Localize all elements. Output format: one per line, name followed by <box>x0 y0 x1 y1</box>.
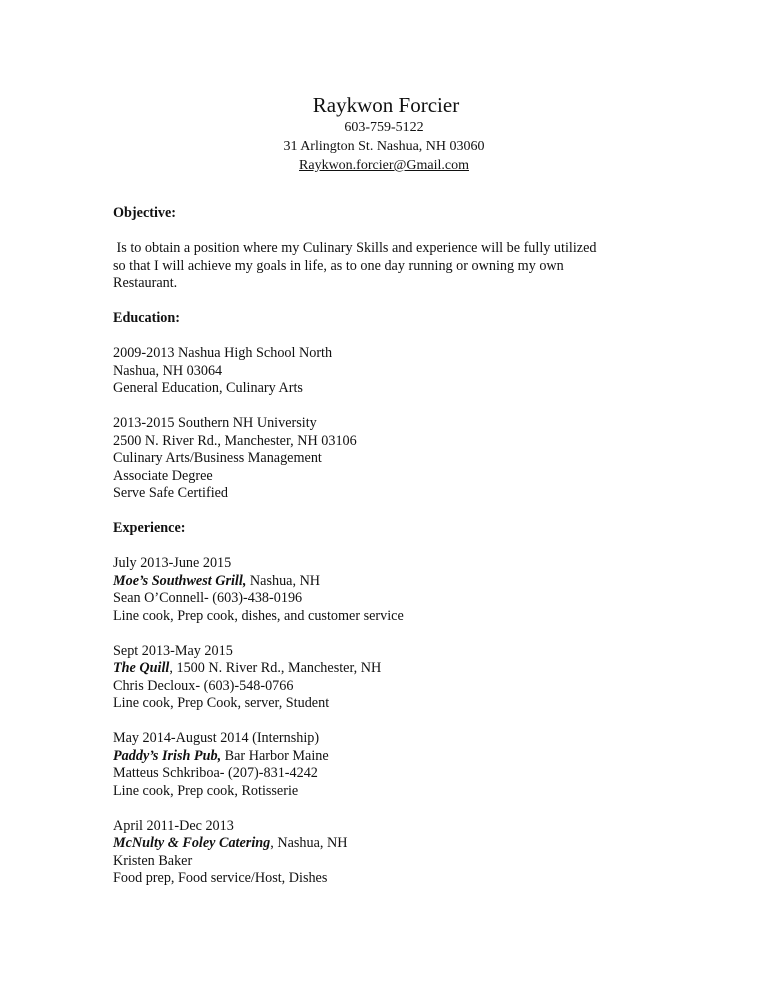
experience-entry <box>113 818 673 888</box>
job-dates: May 2014-August 2014 (Internship) <box>113 730 320 746</box>
employer-location: Bar Harbor Maine <box>221 747 329 764</box>
job-dates: July 2013-June 2015 <box>113 555 232 571</box>
resume-body <box>113 205 673 888</box>
employer-name: The Quill <box>113 660 170 676</box>
objective-heading: Objective: <box>113 205 177 221</box>
job-duties: Line cook, Prep cook, Rotisserie <box>113 782 299 799</box>
objective-line: Restaurant. <box>113 275 178 291</box>
experience-entry <box>113 643 673 713</box>
job-duties: Line cook, Prep Cook, server, Student <box>113 695 330 711</box>
experience-heading: Experience: <box>113 520 186 536</box>
resume-header <box>0 92 768 175</box>
education-line: 2500 N. River Rd., Manchester, NH 03106 <box>113 432 357 449</box>
education-line: 2009-2013 Nashua High School North <box>113 345 333 361</box>
applicant-name: Raykwon Forcier <box>312 93 460 117</box>
employer-location: Nashua, NH <box>246 572 321 589</box>
education-line: Nashua, NH 03064 <box>113 362 223 379</box>
job-dates: April 2011-Dec 2013 <box>113 817 234 834</box>
education-heading: Education: <box>113 310 181 326</box>
job-contact: Matteus Schkriboa- (207)-831-4242 <box>113 765 318 781</box>
job-contact: Chris Decloux- (603)-548-0766 <box>113 677 294 694</box>
job-dates: Sept 2013-May 2015 <box>113 642 233 659</box>
email-link[interactable]: Raykwon.forcier@Gmail.com <box>299 158 469 173</box>
employer-name: Moe’s Southwest Grill, <box>113 572 247 589</box>
education-entry <box>113 345 673 398</box>
employer-name: Paddy’s Irish Pub, <box>113 747 222 764</box>
education-line: Culinary Arts/Business Management <box>113 450 322 466</box>
job-contact: Sean O’Connell- (603)-438-0196 <box>113 590 303 606</box>
job-contact: Kristen Baker <box>113 852 193 869</box>
experience-entry <box>113 730 673 800</box>
job-duties: Food prep, Food service/Host, Dishes <box>113 870 328 886</box>
job-duties: Line cook, Prep cook, dishes, and customer service <box>113 607 404 624</box>
education-line: Serve Safe Certified <box>113 485 229 501</box>
employer-location: , 1500 N. River Rd., Manchester, NH <box>169 660 382 676</box>
education-line: Associate Degree <box>113 467 213 484</box>
mailing-address: 31 Arlington St. Nashua, NH 03060 <box>283 139 485 154</box>
education-line: 2013-2015 Southern NH University <box>113 415 317 431</box>
experience-entry <box>113 555 673 625</box>
objective-line: Is to obtain a position where my Culinary Skills and experience will be fully utilized <box>113 240 597 256</box>
education-entry <box>113 415 673 503</box>
education-line: General Education, Culinary Arts <box>113 380 303 396</box>
phone-number: 603-759-5122 <box>344 120 424 135</box>
employer-location: , Nashua, NH <box>270 835 348 851</box>
employer-name: McNulty & Foley Catering <box>113 835 271 851</box>
objective-line: so that I will achieve my goals in life, as to one day running or owning my own <box>113 257 564 274</box>
